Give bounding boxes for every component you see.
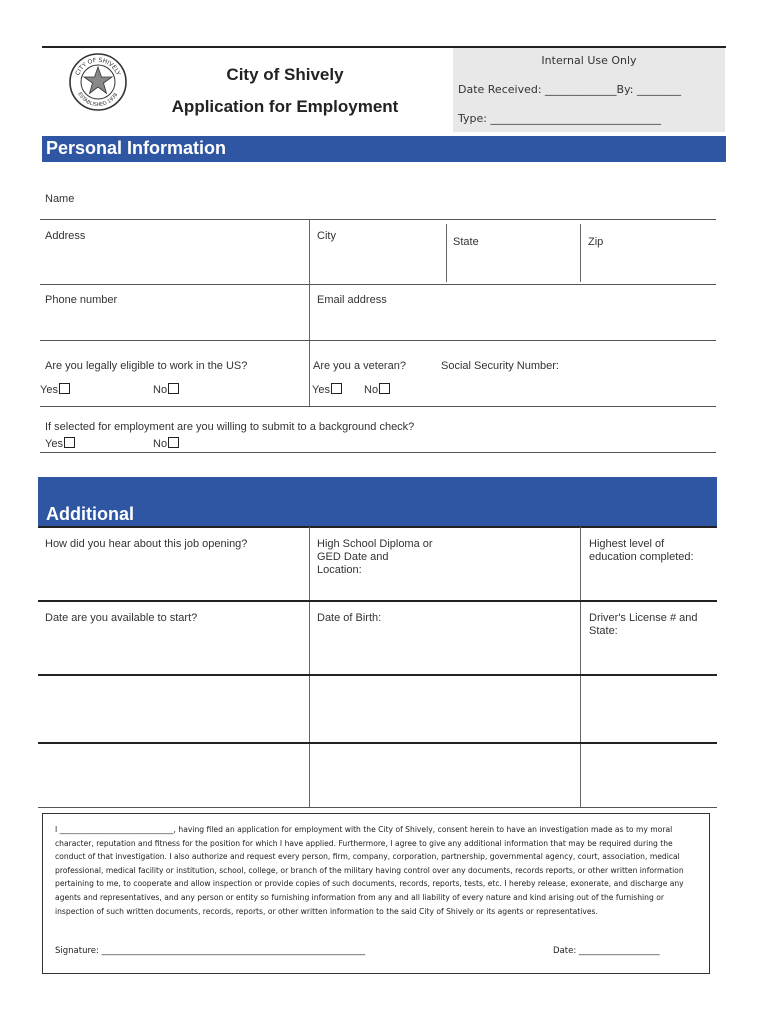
eligible-no-checkbox[interactable]	[168, 383, 179, 394]
background-check-question: If selected for employment are you willing to submit to a background check?	[45, 421, 415, 433]
signature-field[interactable]: Signature: ______________________________________________________________	[55, 946, 366, 956]
address-field-line[interactable]	[40, 284, 716, 285]
city-name: City of Shively	[226, 65, 344, 84]
phone-email-field-line[interactable]	[40, 340, 716, 341]
additional-band	[38, 477, 717, 526]
hs-diploma-line3: Location:	[317, 564, 362, 576]
additional-row3-line	[38, 742, 717, 744]
drivers-license-label	[589, 612, 698, 638]
date-field[interactable]: Date: ___________________	[553, 946, 660, 956]
hs-diploma-label	[317, 538, 433, 577]
additional-bottom-line	[38, 807, 717, 808]
divider	[309, 527, 310, 808]
phone-label: Phone number	[45, 294, 118, 306]
hs-diploma-line1: High School Diploma or	[317, 538, 433, 550]
ssn-label: Social Security Number:	[441, 360, 559, 372]
svg-text:CITY OF SHIVELY: CITY OF SHIVELY	[74, 56, 122, 77]
no-label: No	[153, 384, 168, 396]
address-label: Address	[45, 230, 86, 242]
education-line1: Highest level of	[589, 538, 665, 550]
name-label: Name	[45, 193, 75, 205]
education-label	[589, 538, 694, 564]
yes-label: Yes	[45, 438, 63, 450]
type-field[interactable]: Type: _______________________________	[458, 112, 661, 125]
drivers-license-line2: State:	[589, 625, 618, 637]
no-label: No	[153, 438, 168, 450]
additional-row2-line	[38, 674, 717, 676]
veteran-yes-option[interactable]	[312, 383, 342, 397]
yes-label: Yes	[40, 384, 58, 396]
internal-use-box	[453, 48, 725, 132]
background-no-option[interactable]	[153, 437, 179, 451]
dob-label: Date of Birth:	[317, 612, 382, 624]
internal-use-title: Internal Use Only	[541, 54, 637, 67]
hs-diploma-line2: GED Date and	[317, 551, 389, 563]
email-label: Email address	[317, 294, 387, 306]
city-seal-icon	[68, 52, 128, 112]
background-yes-option[interactable]	[45, 437, 75, 451]
svg-text:ESTABLISHED 1938: ESTABLISHED 1938	[76, 91, 120, 109]
divider	[580, 224, 581, 282]
hear-about-label: How did you hear about this job opening?	[45, 538, 248, 550]
veteran-question: Are you a veteran?	[313, 360, 406, 372]
eligible-yes-option[interactable]	[40, 383, 70, 397]
form-title: Application for Employment	[171, 97, 399, 116]
date-received-field[interactable]: Date Received: _____________By: ________	[458, 83, 681, 96]
start-date-label: Date are you available to start?	[45, 612, 198, 624]
consent-text: I ______________________________, having filed an application for employment with the City of Shively, consent herein to have an investigation made as to my moral character, reputation and fitness for the position for which I have applied. Furthermore, I agree to give any additional information that may be required during the conduct of that investigation. I also authorize and request every person, firm, company, corporation, partnership, governmental agency, court, association, medical professional, medical facility or institution, school, college, or branch of the military having control over any documents, records reports, or other written information pertaining to me, to cooperate and allow inspection or provide copies of such documents, records, reports, tests, etc. I hereby release, exonerate, and discharge any agents and representatives, and any person or entity so furnishing information from any and all liability of every nature and kind arising out of the furnishing or inspection of such written documents, records, reports, or other written information to the said City of Shively or its agents or representatives.	[55, 825, 684, 916]
background-row-line	[40, 452, 716, 453]
divider	[309, 284, 310, 341]
name-field-line[interactable]	[40, 219, 716, 220]
divider	[446, 224, 447, 282]
eligible-question: Are you legally eligible to work in the US?	[45, 360, 248, 372]
eligible-yes-checkbox[interactable]	[59, 383, 70, 394]
background-yes-checkbox[interactable]	[64, 437, 75, 448]
eligible-no-option[interactable]	[153, 383, 179, 397]
no-label: No	[364, 384, 379, 396]
divider	[580, 527, 581, 808]
veteran-no-option[interactable]	[364, 383, 390, 397]
state-label: State	[453, 236, 479, 248]
additional-band-rule	[38, 526, 717, 528]
background-no-checkbox[interactable]	[168, 437, 179, 448]
education-line2: education completed:	[589, 551, 694, 563]
yes-label: Yes	[312, 384, 330, 396]
veteran-no-checkbox[interactable]	[379, 383, 390, 394]
consent-box	[42, 813, 710, 974]
veteran-yes-checkbox[interactable]	[331, 383, 342, 394]
city-label: City	[317, 230, 336, 242]
drivers-license-line1: Driver's License # and	[589, 612, 698, 624]
additional-row1-line	[38, 600, 717, 602]
divider	[309, 341, 310, 406]
zip-label: Zip	[588, 236, 604, 248]
divider	[309, 219, 310, 284]
personal-info-heading: Personal Information	[46, 138, 227, 158]
additional-heading: Additional	[46, 504, 134, 524]
eligibility-row-line	[40, 406, 716, 407]
